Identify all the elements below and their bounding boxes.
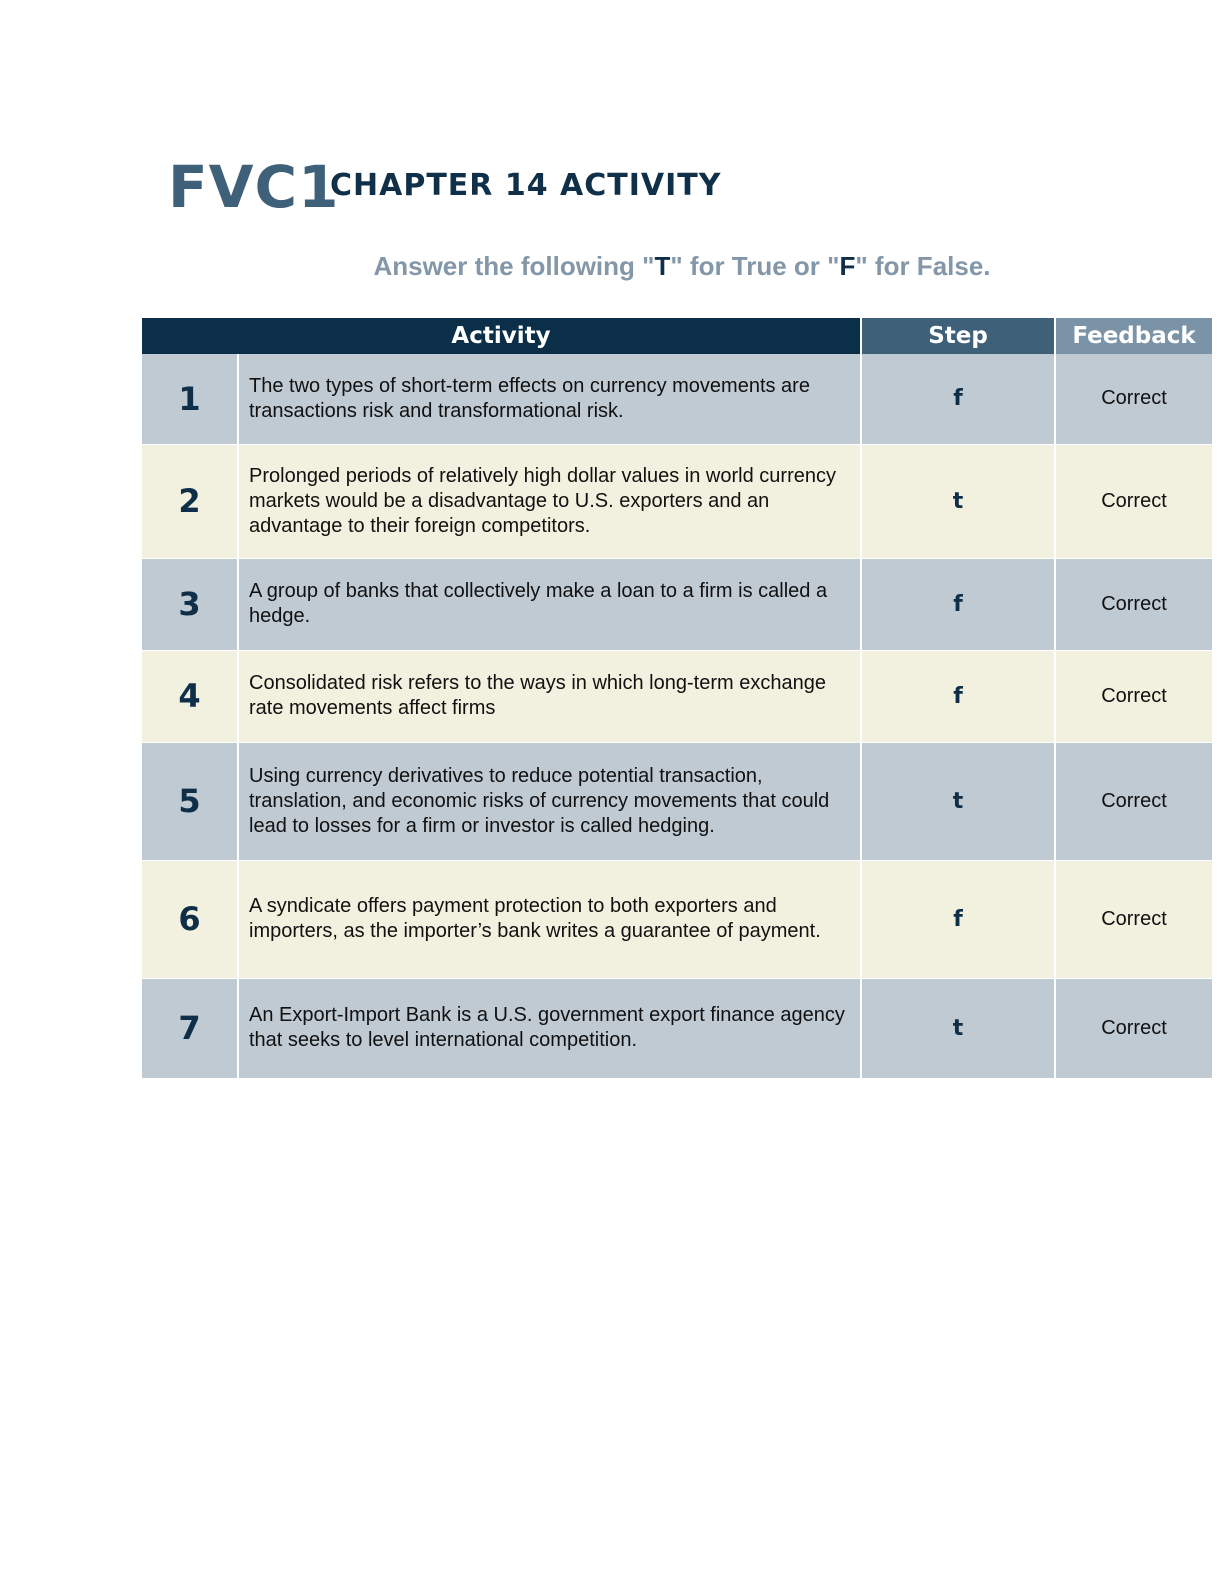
- table-row: [142, 742, 1212, 860]
- feedback-cell: Correct: [1055, 444, 1212, 558]
- chapter-title: CHAPTER 14 ACTIVITY: [330, 168, 722, 203]
- answer-step: f: [861, 354, 1055, 444]
- question-text: A group of banks that collectively make a loan to a firm is called a hedge.: [238, 558, 861, 650]
- header-step: Step: [861, 318, 1055, 354]
- question-text: The two types of short-term effects on currency movements are transactions risk and transformational risk.: [238, 354, 861, 444]
- feedback-cell: Correct: [1055, 558, 1212, 650]
- table-row: [142, 558, 1212, 650]
- feedback-cell: Correct: [1055, 860, 1212, 978]
- instructions-false-letter: F: [839, 251, 856, 281]
- table-row: [142, 650, 1212, 742]
- question-text: Using currency derivatives to reduce potential transaction, translation, and economic risks of currency movements that could lead to losses for a firm or investor is called hedging.: [238, 742, 861, 860]
- row-number: 5: [142, 742, 238, 860]
- instructions: [140, 248, 1224, 284]
- answer-step: t: [861, 742, 1055, 860]
- table-row: [142, 978, 1212, 1078]
- row-number: 3: [142, 558, 238, 650]
- table-row: [142, 444, 1212, 558]
- header-activity: Activity: [142, 318, 861, 354]
- feedback-cell: Correct: [1055, 650, 1212, 742]
- brand-logo-text: FVC1: [168, 153, 340, 221]
- instructions-part2: " for True or ": [670, 251, 840, 281]
- answer-step: f: [861, 650, 1055, 742]
- table-header-row: [142, 318, 1212, 354]
- feedback-cell: Correct: [1055, 978, 1212, 1078]
- instructions-part1: Answer the following ": [373, 251, 655, 281]
- table-row: [142, 354, 1212, 444]
- feedback-cell: Correct: [1055, 742, 1212, 860]
- question-text: Prolonged periods of relatively high dollar values in world currency markets would be a disadvantage to U.S. exporters and an advantage to their foreign competitors.: [238, 444, 861, 558]
- row-number: 2: [142, 444, 238, 558]
- row-number: 6: [142, 860, 238, 978]
- row-number: 7: [142, 978, 238, 1078]
- header-feedback: Feedback: [1055, 318, 1212, 354]
- row-number: 4: [142, 650, 238, 742]
- question-text: Consolidated risk refers to the ways in which long-term exchange rate movements affect firms: [238, 650, 861, 742]
- instructions-part3: " for False.: [855, 251, 991, 281]
- instructions-true-letter: T: [654, 251, 671, 281]
- activity-table: [142, 318, 1212, 1079]
- row-number: 1: [142, 354, 238, 444]
- answer-step: t: [861, 978, 1055, 1078]
- answer-step: f: [861, 860, 1055, 978]
- answer-step: f: [861, 558, 1055, 650]
- question-text: An Export-Import Bank is a U.S. government export finance agency that seeks to level international competition.: [238, 978, 861, 1078]
- question-text: A syndicate offers payment protection to both exporters and importers, as the importer’s bank writes a guarantee of payment.: [238, 860, 861, 978]
- table-row: [142, 860, 1212, 978]
- feedback-cell: Correct: [1055, 354, 1212, 444]
- answer-step: t: [861, 444, 1055, 558]
